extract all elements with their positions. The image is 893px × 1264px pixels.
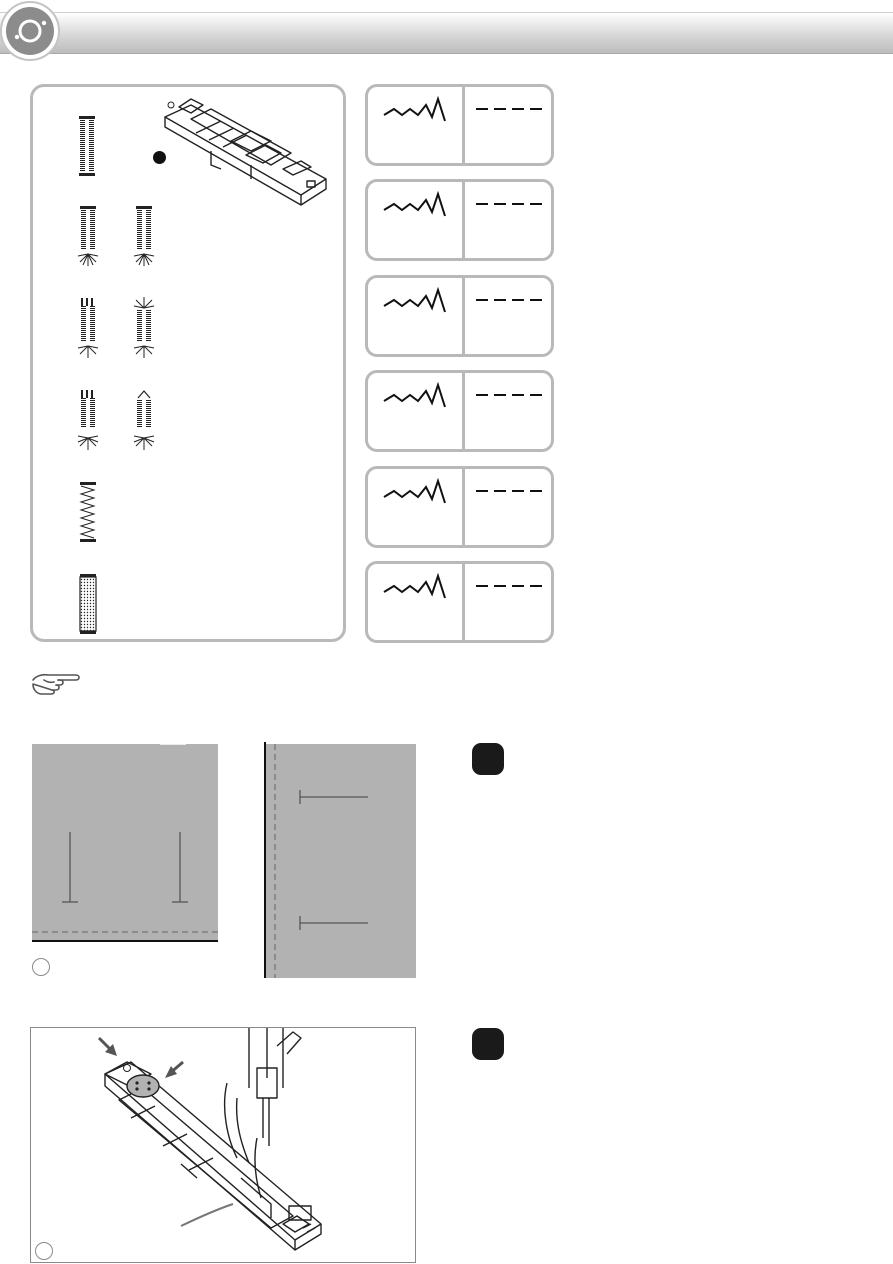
stitch-length-icon	[474, 381, 544, 411]
keyhole-buttonhole-icon	[77, 388, 99, 452]
step-1-badge	[472, 743, 504, 775]
pointing-hand-icon	[30, 670, 82, 698]
setting-divider	[462, 373, 465, 449]
setting-divider	[462, 182, 465, 258]
figure-label-circle	[35, 1242, 53, 1260]
stitch-setting-box	[365, 84, 554, 166]
setting-divider	[462, 469, 465, 545]
setting-divider	[462, 564, 465, 640]
stitch-width-icon	[382, 477, 448, 507]
setting-divider	[462, 278, 465, 354]
stitch-width-icon	[382, 286, 448, 316]
zigzag-buttonhole-icon	[77, 480, 99, 544]
setting-divider	[462, 87, 465, 163]
stitch-width-icon	[382, 95, 448, 125]
stitch-length-icon	[474, 572, 544, 602]
stitch-width-icon	[382, 190, 448, 220]
stitch-length-icon	[474, 95, 544, 125]
bound-buttonhole-icon	[77, 572, 99, 636]
buttonhole-foot-icon	[151, 95, 336, 213]
step-marker-dot	[153, 151, 166, 164]
figure-label-circle	[32, 958, 50, 976]
double-round-buttonhole-icon	[77, 296, 99, 360]
stitch-width-icon	[382, 381, 448, 411]
header-bar	[0, 12, 893, 54]
round-end-buttonhole-icon	[77, 204, 99, 268]
stitch-setting-box	[365, 466, 554, 548]
buttonhole-section-icon	[0, 0, 64, 64]
stitch-setting-box	[365, 561, 554, 643]
round-end-buttonhole-icon	[133, 204, 155, 268]
straight-buttonhole-icon	[77, 114, 97, 178]
buttonhole-patterns-panel	[30, 84, 346, 642]
stitch-length-icon	[474, 286, 544, 316]
fabric-horizontal-markings	[260, 740, 420, 982]
step-2-badge	[472, 1028, 504, 1060]
stitch-width-icon	[382, 572, 448, 602]
stitch-length-icon	[474, 477, 544, 507]
stitch-setting-box	[365, 275, 554, 357]
pointed-keyhole-buttonhole-icon	[133, 388, 155, 452]
oval-buttonhole-icon	[133, 296, 155, 360]
fabric-vertical-markings	[28, 740, 224, 950]
stitch-length-icon	[474, 190, 544, 220]
stitch-setting-box	[365, 179, 554, 261]
stitch-setting-box	[365, 370, 554, 452]
buttonhole-foot-illustration	[31, 1028, 415, 1262]
buttonhole-foot-figure	[30, 1027, 416, 1263]
